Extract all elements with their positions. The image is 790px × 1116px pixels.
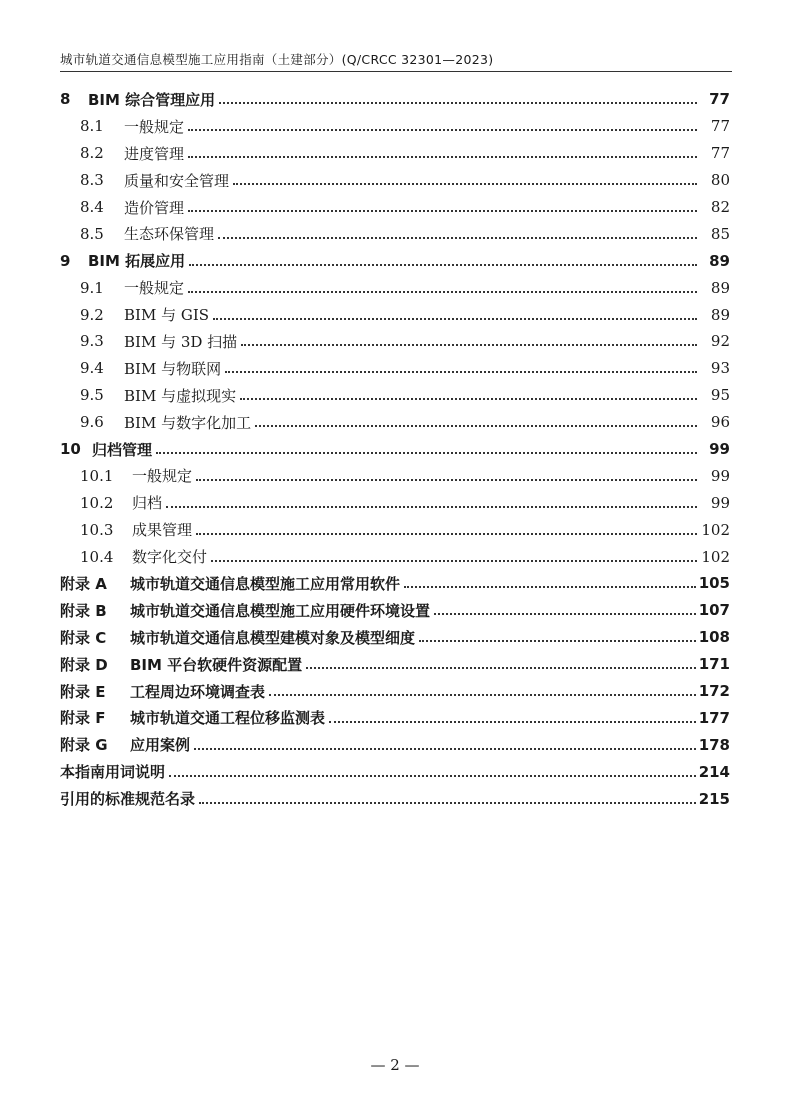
toc-entry-number: 9.1 bbox=[80, 278, 104, 297]
toc-entry-number: 10.3 bbox=[80, 520, 114, 539]
dot-leader bbox=[240, 398, 697, 400]
dot-leader bbox=[213, 318, 697, 320]
toc-entry-page: 96 bbox=[710, 413, 730, 432]
toc-entry-title: BIM 平台软硬件资源配置 bbox=[130, 655, 303, 674]
toc-entry[interactable] bbox=[60, 382, 730, 409]
toc-entry[interactable] bbox=[60, 328, 730, 355]
toc-entry-title: BIM 与数字化加工 bbox=[124, 413, 252, 432]
toc-entry-title: 数字化交付 bbox=[132, 548, 208, 567]
dot-leader bbox=[255, 425, 697, 427]
toc-entry-number: 8.1 bbox=[80, 117, 104, 136]
toc-entry-title: BIM 与虚拟现实 bbox=[124, 386, 237, 405]
toc-entry-number: 附录 G bbox=[60, 736, 108, 755]
dot-leader bbox=[218, 237, 697, 239]
toc-entry-page: 108 bbox=[698, 628, 730, 647]
toc-entry[interactable] bbox=[60, 785, 730, 812]
toc-entry-title: 一般规定 bbox=[132, 467, 193, 486]
toc-entry[interactable] bbox=[60, 436, 730, 463]
toc-entry-page: 77 bbox=[709, 90, 730, 109]
toc-entry[interactable] bbox=[60, 651, 730, 678]
toc-entry-page: 89 bbox=[710, 278, 730, 297]
toc-entry[interactable] bbox=[60, 624, 730, 651]
toc-entry-page: 107 bbox=[698, 601, 730, 620]
toc-entry-title: 质量和安全管理 bbox=[124, 171, 230, 190]
table-of-contents bbox=[60, 86, 730, 812]
dot-leader bbox=[166, 506, 697, 508]
toc-entry-page: 214 bbox=[698, 762, 730, 781]
toc-entry-page: 105 bbox=[698, 574, 730, 593]
dot-leader bbox=[189, 264, 697, 266]
toc-entry[interactable] bbox=[60, 194, 730, 221]
dot-leader bbox=[196, 533, 697, 535]
toc-entry-page: 89 bbox=[710, 305, 730, 324]
toc-entry-number: 10.2 bbox=[80, 493, 114, 512]
toc-entry-page: 93 bbox=[710, 359, 730, 378]
toc-entry[interactable] bbox=[60, 113, 730, 140]
toc-entry-title: BIM 与 3D 扫描 bbox=[124, 332, 238, 351]
toc-entry-title: 城市轨道交通信息模型建模对象及模型细度 bbox=[130, 628, 416, 647]
toc-entry-title: 城市轨道交通信息模型施工应用常用软件 bbox=[130, 574, 401, 593]
toc-entry-number: 9.6 bbox=[80, 413, 104, 432]
toc-entry-page: 102 bbox=[701, 547, 730, 566]
toc-entry-page: 102 bbox=[701, 520, 730, 539]
toc-entry-title: 应用案例 bbox=[130, 736, 191, 755]
toc-entry-page: 89 bbox=[709, 251, 730, 270]
toc-entry-title: 造价管理 bbox=[124, 198, 185, 217]
toc-entry-title: BIM 与物联网 bbox=[124, 359, 222, 378]
toc-entry-page: 177 bbox=[698, 708, 730, 727]
running-header: 城市轨道交通信息模型施工应用指南（土建部分）(Q/CRCC 32301—2023) bbox=[60, 52, 494, 67]
toc-entry[interactable] bbox=[60, 274, 730, 301]
toc-entry[interactable] bbox=[60, 247, 730, 274]
toc-entry-page: 215 bbox=[698, 789, 730, 808]
dot-leader bbox=[419, 640, 696, 642]
toc-entry-title: 生态环保管理 bbox=[124, 225, 215, 244]
toc-entry-title: 成果管理 bbox=[132, 521, 193, 540]
toc-entry[interactable] bbox=[60, 678, 730, 705]
dot-leader bbox=[156, 452, 697, 454]
toc-entry[interactable] bbox=[60, 731, 730, 758]
toc-entry-number: 附录 C bbox=[60, 628, 107, 647]
toc-entry-number: 附录 A bbox=[60, 574, 107, 593]
toc-entry-page: 99 bbox=[709, 440, 730, 459]
dot-leader bbox=[306, 667, 696, 669]
toc-entry[interactable] bbox=[60, 704, 730, 731]
toc-entry-number: 附录 F bbox=[60, 709, 106, 728]
toc-entry[interactable] bbox=[60, 167, 730, 194]
toc-entry-page: 77 bbox=[710, 144, 730, 163]
dot-leader bbox=[169, 775, 696, 777]
toc-entry-number: 10.1 bbox=[80, 466, 114, 485]
toc-entry-page: 178 bbox=[698, 735, 730, 754]
dot-leader bbox=[225, 371, 697, 373]
toc-entry-number: 9 bbox=[60, 251, 71, 270]
toc-entry-title: 引用的标准规范名录 bbox=[60, 790, 196, 809]
toc-entry-title: BIM 拓展应用 bbox=[88, 252, 186, 271]
dot-leader bbox=[194, 748, 696, 750]
toc-entry-page: 77 bbox=[710, 117, 730, 136]
toc-entry-page: 171 bbox=[698, 655, 730, 674]
toc-entry-page: 92 bbox=[710, 332, 730, 351]
toc-entry-title: 归档 bbox=[132, 494, 163, 513]
toc-entry-number: 10 bbox=[60, 440, 81, 459]
toc-entry-number: 附录 D bbox=[60, 655, 108, 674]
toc-entry[interactable] bbox=[60, 570, 730, 597]
toc-entry[interactable] bbox=[60, 543, 730, 570]
toc-entry-number: 8.3 bbox=[80, 171, 104, 190]
dot-leader bbox=[404, 586, 696, 588]
toc-entry-page: 99 bbox=[710, 493, 730, 512]
dot-leader bbox=[219, 102, 697, 104]
toc-entry-title: BIM 综合管理应用 bbox=[88, 90, 216, 109]
toc-entry-number: 9.2 bbox=[80, 305, 104, 324]
toc-entry-number: 8.5 bbox=[80, 224, 104, 243]
dot-leader bbox=[199, 802, 696, 804]
toc-entry-title: 归档管理 bbox=[92, 440, 153, 459]
toc-entry[interactable] bbox=[60, 301, 730, 328]
toc-entry-page: 82 bbox=[710, 198, 730, 216]
page-number: — 2 — bbox=[370, 1056, 420, 1074]
dot-leader bbox=[233, 183, 697, 185]
toc-entry-page: 80 bbox=[710, 171, 730, 190]
dot-leader bbox=[241, 344, 697, 346]
toc-entry-page: 172 bbox=[698, 682, 730, 701]
toc-entry[interactable] bbox=[60, 355, 730, 382]
toc-entry[interactable] bbox=[60, 489, 730, 516]
toc-entry-page: 85 bbox=[710, 224, 730, 243]
toc-entry-number: 9.3 bbox=[80, 332, 104, 351]
toc-entry-title: 一般规定 bbox=[124, 117, 185, 136]
toc-entry-title: 工程周边环境调查表 bbox=[130, 682, 266, 701]
toc-entry-page: 99 bbox=[710, 466, 730, 485]
toc-entry-number: 附录 E bbox=[60, 682, 106, 701]
toc-entry[interactable] bbox=[60, 462, 730, 489]
toc-entry-number: 8.2 bbox=[80, 144, 104, 163]
toc-entry[interactable] bbox=[60, 140, 730, 167]
dot-leader bbox=[188, 210, 697, 212]
dot-leader bbox=[188, 291, 697, 293]
toc-entry-title: 本指南用词说明 bbox=[60, 763, 166, 782]
dot-leader bbox=[269, 694, 696, 696]
toc-entry[interactable] bbox=[60, 86, 730, 113]
dot-leader bbox=[434, 613, 696, 615]
toc-entry-number: 附录 B bbox=[60, 601, 107, 620]
dot-leader bbox=[188, 129, 697, 131]
toc-entry-title: BIM 与 GIS bbox=[124, 306, 210, 325]
dot-leader bbox=[196, 479, 697, 481]
toc-entry-number: 8.4 bbox=[80, 198, 104, 216]
dot-leader bbox=[188, 156, 697, 158]
dot-leader bbox=[329, 721, 696, 723]
toc-entry[interactable] bbox=[60, 516, 730, 543]
toc-entry-title: 一般规定 bbox=[124, 279, 185, 298]
dot-leader bbox=[211, 560, 697, 562]
toc-entry-number: 9.5 bbox=[80, 386, 104, 405]
toc-entry-title: 进度管理 bbox=[124, 144, 185, 163]
toc-entry-number: 9.4 bbox=[80, 359, 104, 378]
toc-entry-number: 8 bbox=[60, 90, 71, 109]
toc-entry[interactable] bbox=[60, 220, 730, 247]
toc-entry-page: 95 bbox=[710, 386, 730, 405]
toc-entry-title: 城市轨道交通工程位移监测表 bbox=[130, 709, 326, 728]
toc-entry[interactable] bbox=[60, 409, 730, 436]
toc-entry[interactable] bbox=[60, 597, 730, 624]
toc-entry[interactable] bbox=[60, 758, 730, 785]
toc-entry-title: 城市轨道交通信息模型施工应用硬件环境设置 bbox=[130, 601, 431, 620]
toc-entry-number: 10.4 bbox=[80, 547, 114, 566]
header-divider bbox=[60, 71, 732, 72]
